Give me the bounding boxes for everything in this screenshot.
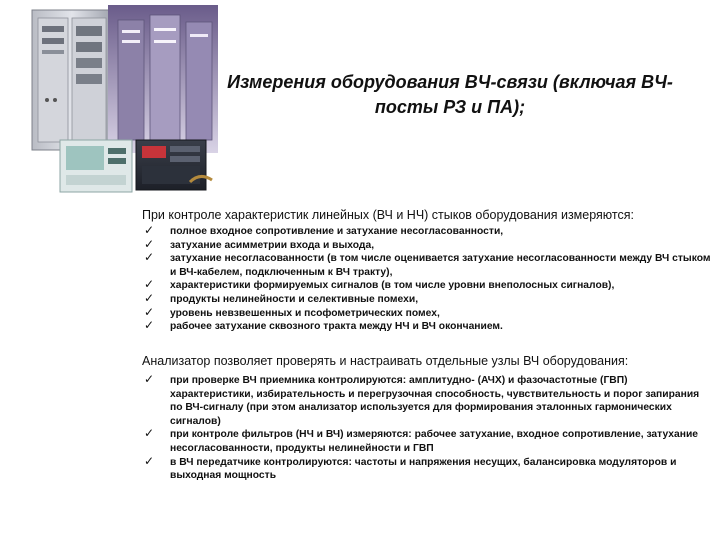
checkmark-icon: ✓ xyxy=(144,250,155,265)
checkmark-icon: ✓ xyxy=(144,304,155,319)
checkmark-icon: ✓ xyxy=(144,277,155,292)
checkmark-icon: ✓ xyxy=(144,453,155,468)
transmitter-device-photo xyxy=(136,140,212,190)
list-item: ✓ при проверке ВЧ приемника контролируются: амплитудно- (АЧХ) и фазочастотные (ГВП) характеристики, избирательность и перегрузочная способность, чувствительность и порог запирания по ВЧ-сигналу (при этом анализатор используется для формирования эталонных гармонических сигналов) xyxy=(144,372,700,427)
section2-intro: Анализатор позволяет проверять и настраивать отдельные узлы ВЧ оборудования: xyxy=(142,354,629,368)
checkmark-icon: ✓ xyxy=(144,318,155,333)
list-item: ✓ при контроле фильтров (НЧ и ВЧ) измеряются: рабочее затухание, входное сопротивление, затухание несогласованности, продукты нелинейности и ГВП xyxy=(144,426,699,454)
list-item: ✓ в ВЧ передатчике контролируются: частоты и напряжения несущих, балансировка модуляторов и выходная мощность xyxy=(144,453,677,482)
page-title xyxy=(190,70,710,120)
checkmark-icon: ✓ xyxy=(144,236,155,251)
measurements-list xyxy=(144,225,714,334)
section1-intro: При контроле характеристик линейных (ВЧ и НЧ) стыков оборудования измеряются: xyxy=(142,208,634,222)
checkmark-icon: ✓ xyxy=(144,426,155,441)
list-item: ✓ продукты нелинейности и селективные помехи, xyxy=(144,290,419,305)
analyzer-device-photo xyxy=(60,140,132,192)
list-item: ✓ затухание несогласованности (в том числе оценивается затухание несогласованности между ВЧ стыком и ВЧ-кабелем, подключенным к ВЧ тракту), xyxy=(144,250,711,278)
list-item: ✓ полное входное сопротивление и затухание несогласованности, xyxy=(144,223,504,237)
checkmark-icon: ✓ xyxy=(144,290,155,305)
checkmark-icon: ✓ xyxy=(144,223,155,237)
analyzer-capabilities-list xyxy=(144,374,704,483)
rack-cabinet-photo xyxy=(32,10,112,150)
checkmark-icon: ✓ xyxy=(144,372,155,386)
list-item: ✓ затухание асимметрии входа и выхода, xyxy=(144,236,375,251)
page-title-line1: Измерения оборудования ВЧ-связи (включая ВЧ- xyxy=(227,72,673,92)
list-item: ✓ рабочее затухание сквозного тракта между НЧ и ВЧ окончанием. xyxy=(144,318,503,333)
list-item: ✓ уровень невзвешенных и псофометрических помех, xyxy=(144,304,440,319)
list-item: ✓ характеристики формируемых сигналов (в том числе уровни внеполосных сигналов), xyxy=(144,277,615,292)
page-title-line2: посты РЗ и ПА); xyxy=(374,97,526,117)
